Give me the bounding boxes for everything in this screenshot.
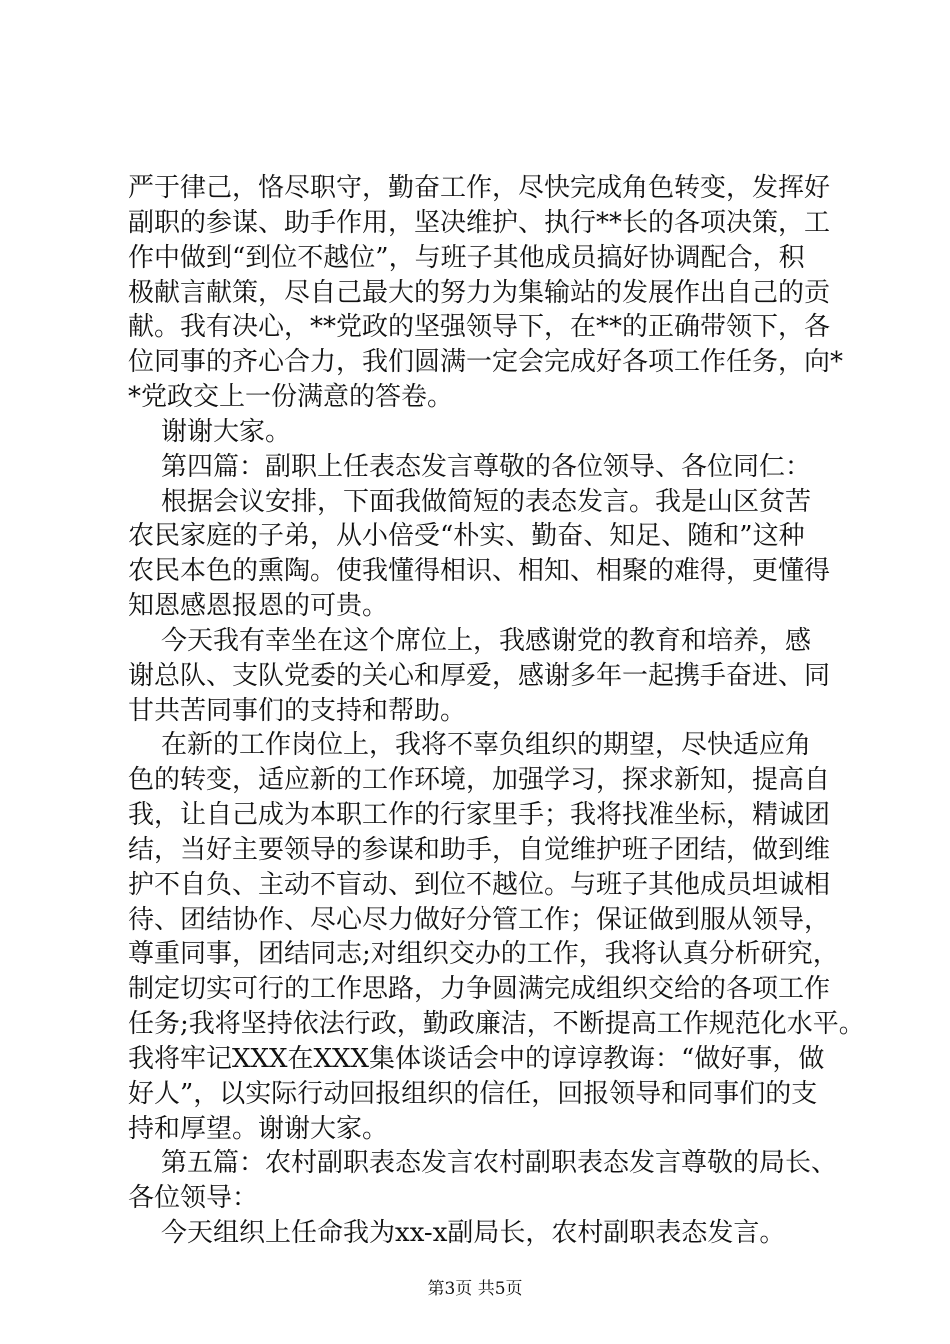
text-line: 献。我有决心，**党政的坚强领导下，在**的正确带领下，各: [128, 312, 831, 342]
text-line: 任务;我将坚持依法行政，勤政廉洁，不断提高工作规范化水平。: [128, 1009, 865, 1039]
text-line: 好人”，以实际行动回报组织的信任，回报领导和同事们的支: [128, 1079, 818, 1109]
text-line: 根据会议安排，下面我做简短的表态发言。我是山区贫苦: [128, 487, 812, 517]
text-line: 作中做到“到位不越位”，与班子其他成员搞好协调配合，积: [128, 243, 805, 273]
section-heading: 第五篇：农村副职表态发言农村副职表态发言尊敬的局长、: [128, 1148, 838, 1178]
text-line: 各位领导：: [128, 1183, 259, 1213]
text-line: 位同事的齐心合力，我们圆满一定会完成好各项工作任务，向*: [128, 347, 844, 377]
text-line: 在新的工作岗位上，我将不辜负组织的期望，尽快适应角: [128, 730, 812, 760]
text-line: 严于律己，恪尽职守，勤奋工作，尽快完成角色转变，发挥好: [128, 173, 831, 203]
text-line: 谢谢大家。: [128, 417, 292, 447]
text-line: 知恩感恩报恩的可贵。: [128, 591, 389, 621]
text-line: 农民家庭的子弟，从小倍受“朴实、勤奋、知足、随和”这种: [128, 521, 805, 551]
text-line: 我，让自己成为本职工作的行家里手；我将找准坐标，精诚团: [128, 800, 831, 830]
text-line: 极献言献策，尽自己最大的努力为集输站的发展作出自己的贡: [128, 278, 831, 308]
text-line: 持和厚望。谢谢大家。: [128, 1114, 389, 1144]
page-number: 第3页 共5页: [427, 1279, 523, 1299]
text-line: 制定切实可行的工作思路，力争圆满完成组织交给的各项工作: [128, 974, 831, 1004]
text-line: 结，当好主要领导的参谋和助手，自觉维护班子团结，做到维: [128, 835, 831, 865]
text-line: 副职的参谋、助手作用，坚决维护、执行**长的各项决策，工: [128, 208, 831, 238]
text-line: 我将牢记XXX在XXX集体谈话会中的谆谆教诲：“做好事，做: [128, 1044, 825, 1074]
text-line: 谢总队、支队党委的关心和厚爱，感谢多年一起携手奋进、同: [128, 661, 831, 691]
text-line: 今天组织上任命我为xx-x副局长，农村副职表态发言。: [128, 1218, 786, 1248]
text-line: 护不自负、主动不盲动、到位不越位。与班子其他成员坦诚相: [128, 870, 831, 900]
text-line: 今天我有幸坐在这个席位上，我感谢党的教育和培养，感: [128, 626, 812, 656]
text-line: 色的转变，适应新的工作环境，加强学习，探求新知，提高自: [128, 765, 831, 795]
text-line: 农民本色的熏陶。使我懂得相识、相知、相聚的难得，更懂得: [128, 556, 831, 586]
text-line: 待、团结协作、尽心尽力做好分管工作；保证做到服从领导，: [128, 905, 831, 935]
text-line: 尊重同事，团结同志;对组织交办的工作，我将认真分析研究，: [128, 939, 839, 969]
section-heading: 第四篇：副职上任表态发言尊敬的各位领导、各位同仁：: [128, 452, 812, 482]
text-line: *党政交上一份满意的答卷。: [128, 382, 454, 412]
text-line: 甘共苦同事们的支持和帮助。: [128, 696, 467, 726]
